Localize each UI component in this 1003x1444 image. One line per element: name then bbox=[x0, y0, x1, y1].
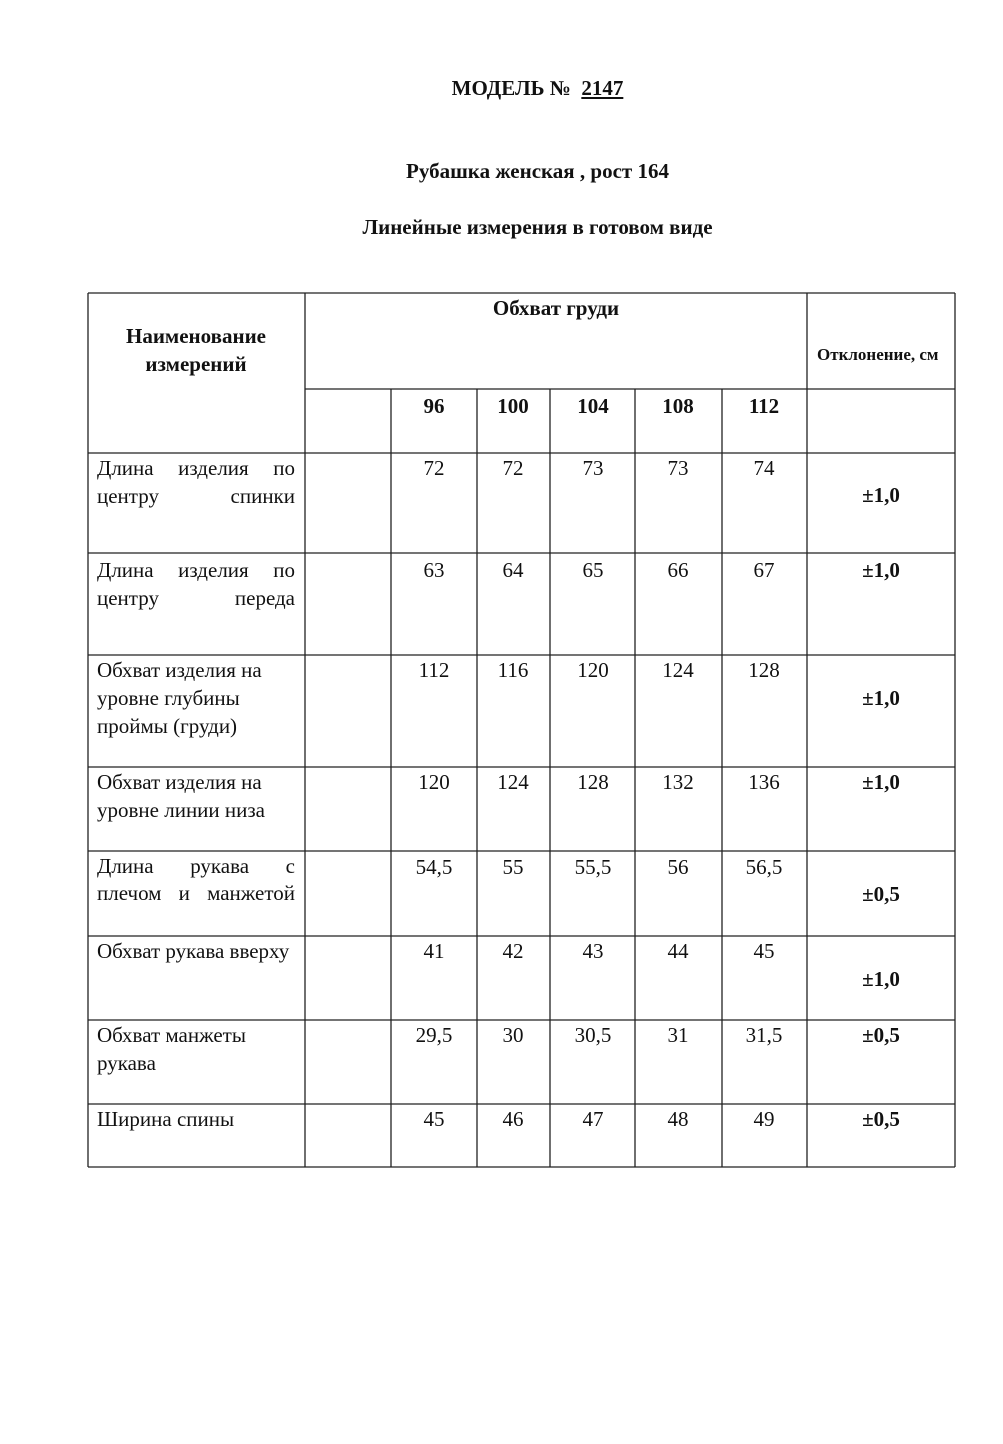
row-7-value-104: 30,5 bbox=[574, 1023, 612, 1047]
row-1-value-112: 74 bbox=[753, 456, 775, 480]
size-112: 112 bbox=[748, 394, 780, 418]
table-caption: Линейные измерения в готовом виде bbox=[362, 215, 713, 239]
row-5-value-100: 55 bbox=[502, 855, 524, 879]
row-5-value-108: 56 bbox=[667, 855, 689, 879]
row-4-value-96: 120 bbox=[418, 770, 450, 794]
row-7-name: Обхват манжеты рукава bbox=[97, 1023, 246, 1075]
row-1-value-108: 73 bbox=[667, 456, 689, 480]
row-7-value-96: 29,5 bbox=[415, 1023, 453, 1047]
row-7-value-112: 31,5 bbox=[745, 1023, 783, 1047]
size-108: 108 bbox=[662, 394, 694, 418]
row-4-value-108: 132 bbox=[662, 770, 694, 794]
row-2-value-104: 65 bbox=[582, 558, 604, 582]
row-6-value-100: 42 bbox=[502, 939, 524, 963]
row-2-value-100: 64 bbox=[502, 558, 524, 582]
row-2-value-112: 67 bbox=[753, 558, 775, 582]
row-8-value-96: 45 bbox=[423, 1107, 445, 1131]
row-3-value-100: 116 bbox=[497, 658, 529, 682]
row-8-value-100: 46 bbox=[502, 1107, 524, 1131]
row-2-value-96: 63 bbox=[423, 558, 445, 582]
row-8-value-108: 48 bbox=[667, 1107, 689, 1131]
size-96: 96 bbox=[423, 394, 445, 418]
row-3-value-96: 112 bbox=[418, 658, 450, 682]
row-6-value-108: 44 bbox=[667, 939, 689, 963]
header-tolerance: Отклонение, см bbox=[817, 345, 939, 364]
row-5-tolerance: ±0,5 bbox=[862, 882, 900, 906]
row-2-tolerance: ±1,0 bbox=[862, 558, 900, 582]
row-8-tolerance: ±0,5 bbox=[862, 1107, 900, 1131]
header-chest-girth: Обхват груди bbox=[492, 296, 620, 320]
row-5-value-96: 54,5 bbox=[415, 855, 453, 879]
row-8-name: Ширина спины bbox=[97, 1107, 235, 1131]
garment-subtitle: Рубашка женская , рост 164 bbox=[406, 159, 669, 183]
size-104: 104 bbox=[577, 394, 609, 418]
row-4-name: Обхват изделия на уровне линии низа bbox=[97, 770, 265, 822]
row-5-value-112: 56,5 bbox=[745, 855, 783, 879]
row-3-name: Обхват изделия на уровне глубины проймы (груди) bbox=[97, 658, 262, 738]
row-5-name: Длина рукава с плечом и манжетой bbox=[97, 854, 295, 905]
model-label: МОДЕЛЬ № bbox=[451, 76, 571, 100]
row-1-value-96: 72 bbox=[423, 456, 445, 480]
row-4-value-104: 128 bbox=[577, 770, 609, 794]
row-1-value-100: 72 bbox=[502, 456, 524, 480]
row-3-value-104: 120 bbox=[577, 658, 609, 682]
row-7-value-108: 31 bbox=[667, 1023, 689, 1047]
row-6-value-104: 43 bbox=[582, 939, 604, 963]
model-number: 2147 bbox=[581, 76, 624, 100]
row-6-name: Обхват рукава вверху bbox=[97, 939, 290, 963]
row-1-tolerance: ±1,0 bbox=[862, 483, 900, 507]
row-8-value-112: 49 bbox=[753, 1107, 775, 1131]
size-100: 100 bbox=[497, 394, 529, 418]
row-5-value-104: 55,5 bbox=[574, 855, 612, 879]
row-8-value-104: 47 bbox=[582, 1107, 604, 1131]
row-4-value-100: 124 bbox=[497, 770, 529, 794]
row-7-tolerance: ±0,5 bbox=[862, 1023, 900, 1047]
row-4-tolerance: ±1,0 bbox=[862, 770, 900, 794]
row-3-tolerance: ±1,0 bbox=[862, 686, 900, 710]
row-7-value-100: 30 bbox=[502, 1023, 524, 1047]
row-1-value-104: 73 bbox=[582, 456, 604, 480]
header-measurement-name: Наименование измерений bbox=[126, 324, 266, 376]
row-1-name: Длина изделия по центру спинки bbox=[97, 456, 295, 508]
row-6-value-112: 45 bbox=[753, 939, 775, 963]
row-6-value-96: 41 bbox=[423, 939, 445, 963]
row-3-value-108: 124 bbox=[662, 658, 694, 682]
row-4-value-112: 136 bbox=[748, 770, 780, 794]
row-3-value-112: 128 bbox=[748, 658, 780, 682]
row-6-tolerance: ±1,0 bbox=[862, 967, 900, 991]
row-2-value-108: 66 bbox=[667, 558, 689, 582]
row-2-name: Длина изделия по центру переда bbox=[97, 558, 295, 610]
